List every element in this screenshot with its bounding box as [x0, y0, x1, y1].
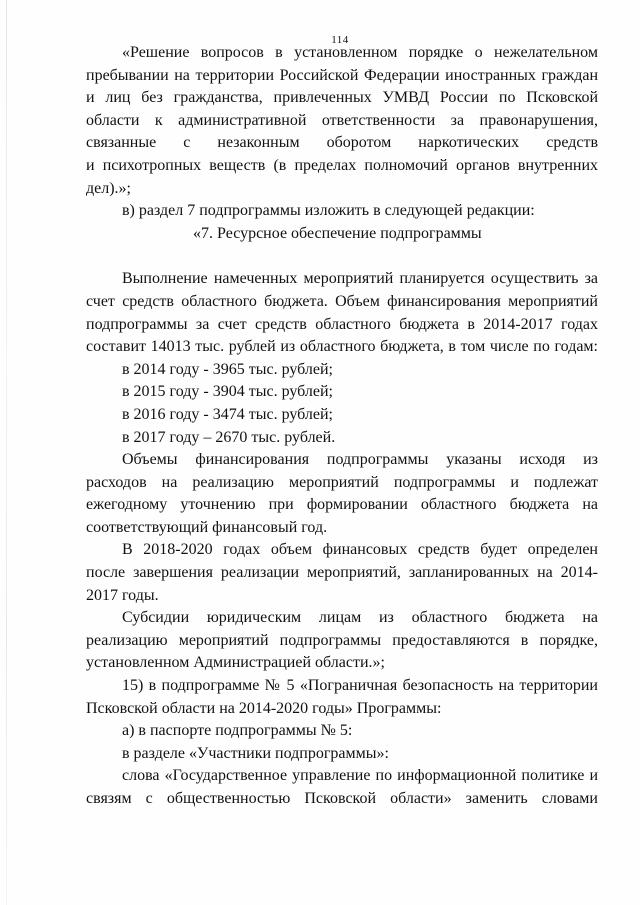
scan-edge — [6, 0, 7, 905]
text-line: в 2017 году – 2670 тыс. рублей. — [122, 428, 336, 446]
text-line: 2017 годы. — [86, 586, 159, 604]
text-line: связанные с незаконным оборотом наркотических средств — [86, 134, 598, 152]
section-heading: «7. Ресурсное обеспечение подпрограммы — [193, 224, 482, 242]
text-line: 15) в подпрограмме № 5 «Пограничная безопасность на территории — [122, 677, 598, 695]
text-line: установленном Администрацией области.»; — [86, 654, 385, 672]
text-line: составит 14013 тыс. рублей из областного бюджета, в том числе по годам: — [86, 338, 598, 356]
text-line: Выполнение намеченных мероприятий планируется осуществить за — [122, 270, 598, 288]
text-line: расходов на реализацию мероприятий подпрограммы и подлежат — [86, 473, 598, 491]
text-line: и лиц без гражданства, привлеченных УМВД России по Псковской — [86, 89, 598, 107]
text-line: счет средств областного бюджета. Объем финансирования мероприятий — [86, 292, 598, 310]
text-line: после завершения реализации мероприятий, запланированных на 2014- — [86, 564, 598, 582]
text-line: ежегодному уточнению при формировании областного бюджета на — [86, 496, 598, 514]
text-line: соответствующий финансовый год. — [86, 518, 328, 536]
text-line: подпрограммы за счет средств областного бюджета в 2014-2017 годах — [86, 315, 598, 333]
text-line: «Решение вопросов в установленном порядке о нежелательном — [122, 44, 598, 61]
text-line: пребывании на территории Российской Федерации иностранных граждан — [86, 66, 598, 84]
text-line: в 2014 году - 3965 тыс. рублей; — [122, 360, 333, 378]
text-line: В 2018-2020 годах объем финансовых средств будет определен — [122, 541, 598, 559]
page-number: 114 — [331, 34, 349, 46]
text-line: в разделе «Участники подпрограммы»: — [122, 744, 389, 762]
text-line: в 2016 году - 3474 тыс. рублей; — [122, 405, 333, 423]
text-line: области к административной ответственности за правонарушения, — [86, 111, 598, 129]
text-line: в 2015 году - 3904 тыс. рублей; — [122, 383, 333, 401]
text-line: Субсидии юридическим лицам из областного бюджета на — [122, 609, 598, 627]
document-body — [86, 42, 598, 811]
text-line: в) раздел 7 подпрограммы изложить в следующей редакции: — [122, 202, 535, 220]
text-line: слова «Государственное управление по информационной политике и — [122, 767, 598, 785]
text-line: Объемы финансирования подпрограммы указаны исходя из — [122, 451, 598, 469]
text-line: а) в паспорте подпрограммы № 5: — [122, 722, 353, 740]
text-line: связям с общественностью Псковской области» заменить словами — [86, 790, 598, 807]
text-line: и психотропных веществ (в пределах полномочий органов внутренних — [86, 156, 598, 174]
text-line: дел).»; — [86, 179, 131, 197]
text-line: реализацию мероприятий подпрограммы предоставляются в порядке, — [86, 631, 598, 649]
text-line: Псковской области на 2014-2020 годы» Программы: — [86, 699, 442, 717]
paragraph-gap — [86, 245, 598, 268]
